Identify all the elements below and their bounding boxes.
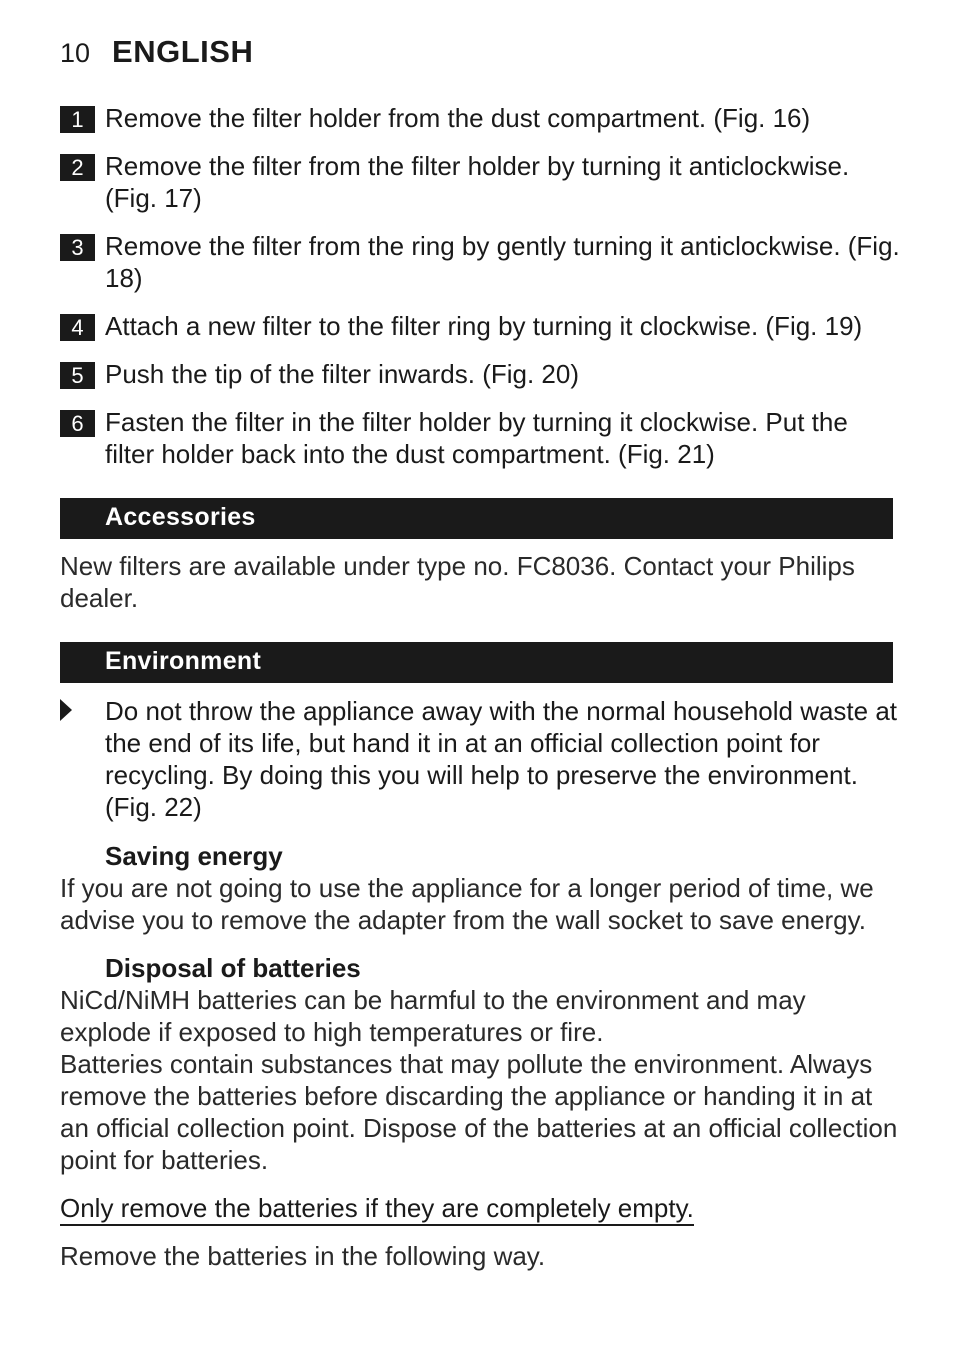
disposal-text: Batteries contain substances that may pollute the environment. Always remove the batteries before discarding the appliance or handing it in at an official collection point. Dispose of the batteries at an official collection point for batteries. <box>60 1049 898 1175</box>
step-item <box>60 150 900 214</box>
step-item <box>60 230 900 294</box>
step-number: 3 <box>60 234 95 261</box>
accessories-text: New filters are available under type no. FC8036. Contact your Philips dealer. <box>60 551 855 613</box>
subheading-disposal-batteries: Disposal of batteries <box>105 953 361 983</box>
step-item <box>60 406 900 470</box>
step-text: Attach a new filter to the filter ring by turning it clockwise. (Fig. 19) <box>105 311 863 341</box>
bullet-arrow-icon <box>60 699 72 725</box>
section-title: Accessories <box>105 503 256 531</box>
step-text: Remove the filter from the filter holder by turning it anticlockwise. (Fig. 17) <box>105 151 850 213</box>
step-item <box>60 102 900 134</box>
bullet-text: Do not throw the appliance away with the normal household waste at the end of its life, but hand it in at an official collection point for recycling. By doing this you will help to preserve the environment. (Fig. 22) <box>105 696 898 822</box>
step-number: 2 <box>60 154 95 181</box>
disposal-text: NiCd/NiMH batteries can be harmful to the environment and may explode if exposed to high temperatures or fire. <box>60 985 806 1047</box>
subheading-saving-energy: Saving energy <box>105 841 283 871</box>
step-number: 1 <box>60 106 95 133</box>
step-text: Remove the filter holder from the dust compartment. (Fig. 16) <box>105 103 811 133</box>
step-text: Push the tip of the filter inwards. (Fig. 20) <box>105 359 579 389</box>
step-text: Fasten the filter in the filter holder by turning it clockwise. Put the filter holder back into the dust compartment. (Fig. 21) <box>105 407 848 469</box>
bullet-item <box>60 695 900 823</box>
step-item <box>60 310 900 342</box>
step-item <box>60 358 900 390</box>
section-title: Environment <box>105 647 262 675</box>
page-header <box>60 34 253 74</box>
saving-energy-text: If you are not going to use the appliance for a longer period of time, we advise you to remove the adapter from the wall socket to save energy. <box>60 873 874 935</box>
notice-text: Only remove the batteries if they are completely empty. <box>60 1192 694 1226</box>
section-heading-environment <box>60 642 893 683</box>
language-heading: ENGLISH <box>112 34 254 69</box>
step-number: 5 <box>60 362 95 389</box>
step-number: 4 <box>60 314 95 341</box>
section-heading-accessories <box>60 498 893 539</box>
step-number: 6 <box>60 410 95 437</box>
closing-text: Remove the batteries in the following way. <box>60 1241 546 1271</box>
step-text: Remove the filter from the ring by gently turning it anticlockwise. (Fig. 18) <box>105 231 900 293</box>
page-number: 10 <box>60 38 91 68</box>
